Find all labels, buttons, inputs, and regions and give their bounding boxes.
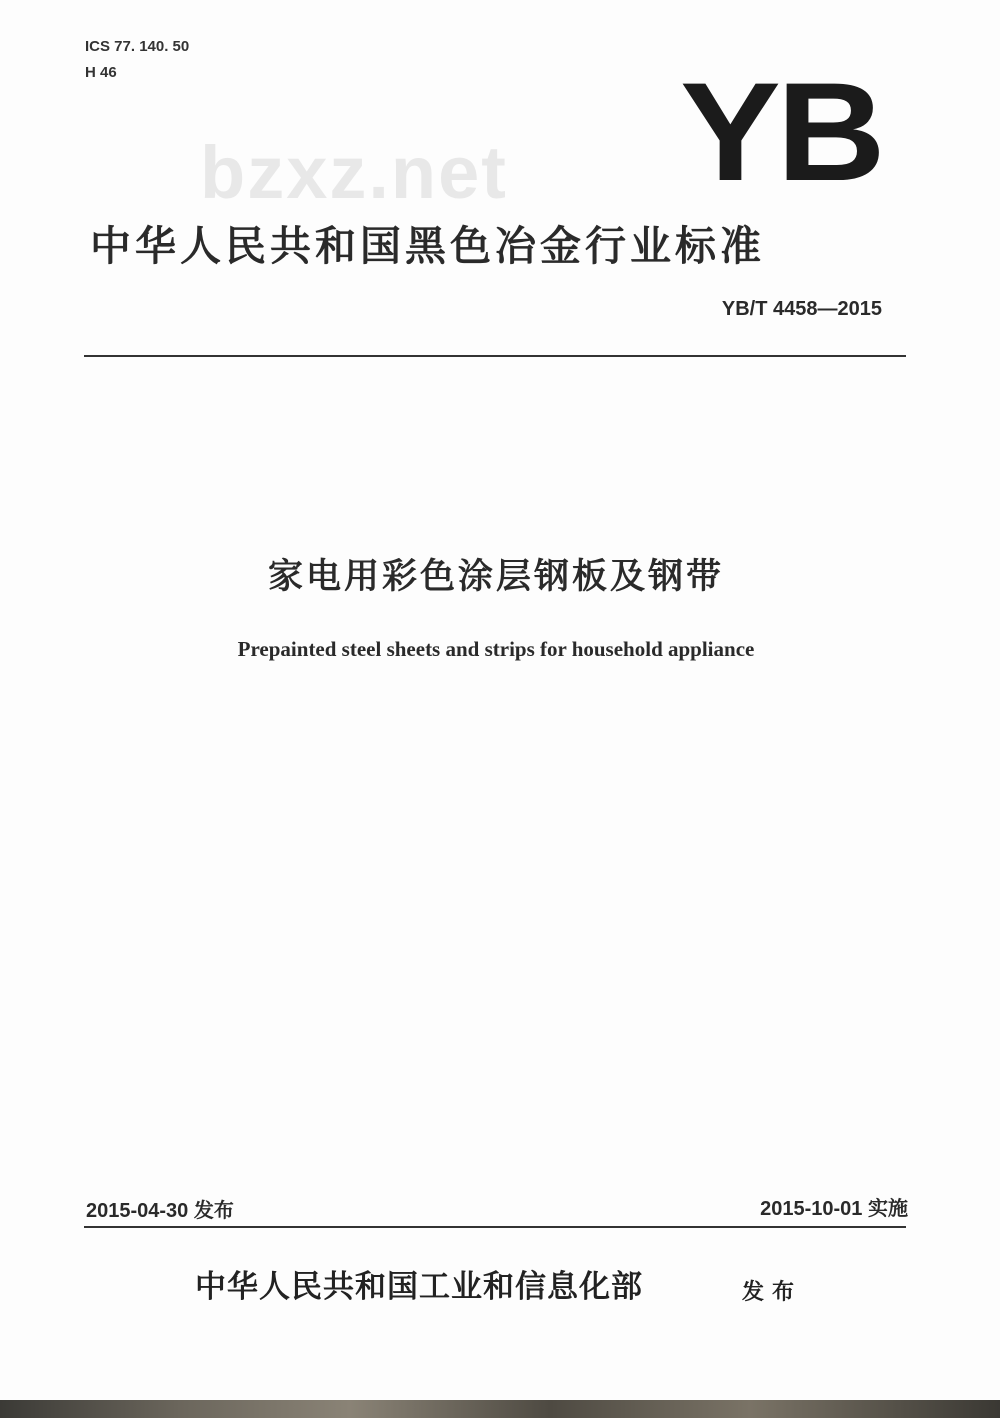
- implementation-date: 2015-10-01 实施: [760, 1198, 908, 1220]
- bottom-divider: [84, 1226, 906, 1228]
- issuer-suffix: 发布: [742, 1279, 803, 1305]
- issue-date: 2015-04-30 发布: [86, 1200, 234, 1222]
- standard-title: 中华人民共和国黑色冶金行业标准: [90, 222, 765, 270]
- standard-number: YB/T 4458—2015: [721, 298, 882, 320]
- document-title-chinese: 家电用彩色涂层钢板及钢带: [267, 557, 724, 597]
- yb-logo: YB: [680, 53, 882, 210]
- top-divider: [84, 355, 906, 357]
- background-surface: [0, 1400, 1000, 1418]
- ics-code: ICS 77. 140. 50: [85, 38, 190, 55]
- document-title-english: Prepainted steel sheets and strips for household appliance: [237, 637, 755, 661]
- category-code: H 46: [85, 64, 117, 81]
- classification-codes: [85, 34, 189, 86]
- issuing-authority: 中华人民共和国工业和信息化部: [195, 1269, 643, 1305]
- watermark: bzxz.net: [200, 131, 508, 214]
